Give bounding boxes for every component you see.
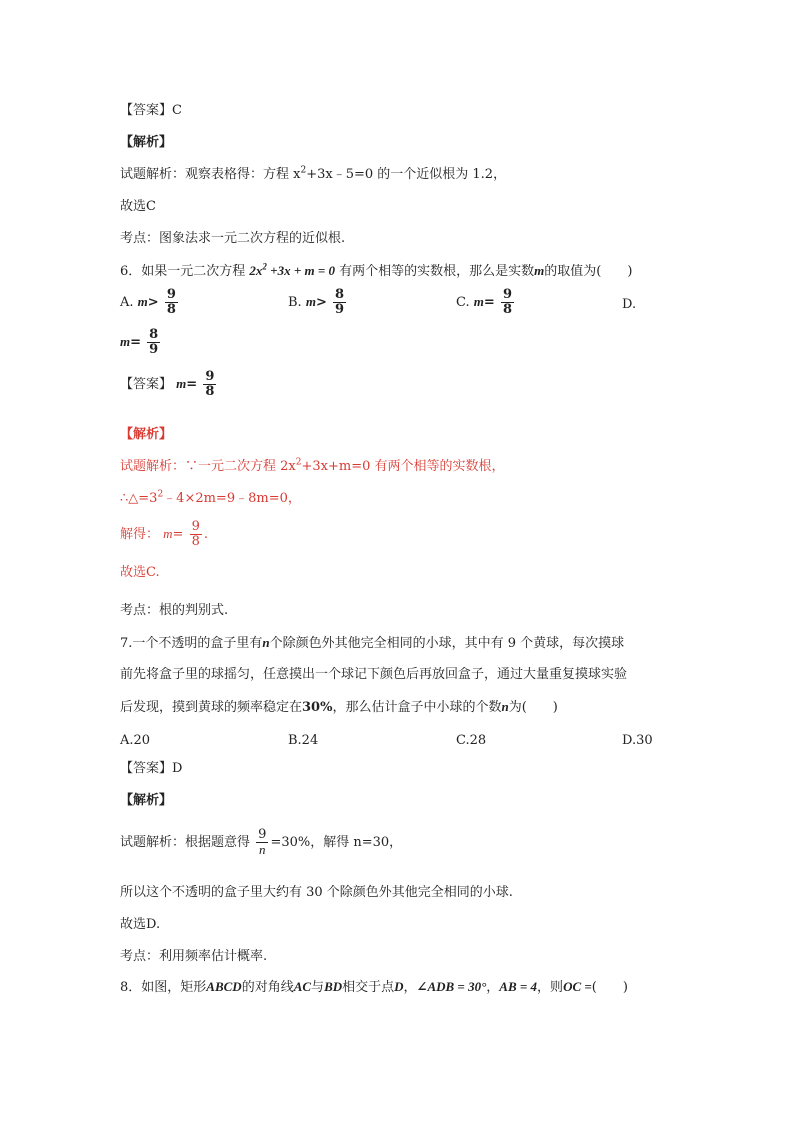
analysis-text: 试题解析：∵一元二次方程 2x (120, 459, 296, 474)
length-ab: AB = 4 (499, 979, 538, 994)
q6-analysis-line1 (120, 458, 505, 476)
q7-line1 (120, 634, 624, 653)
stem-text: 的取值为( ) (544, 264, 633, 279)
analysis-text: 试题解析：根据题意得 (120, 835, 251, 850)
variable: m (137, 294, 148, 309)
stem-text: ，那么估计盒子中小球的个数 (332, 700, 502, 715)
numerator: 8 (149, 327, 159, 342)
stem-text: 7.一个不透明的盒子里有 (120, 636, 263, 651)
q7-option-c: C.28 (456, 733, 487, 748)
equation-part: +3x + m = 0 (266, 263, 336, 278)
q5-analysis-label: 【解析】 (120, 135, 173, 150)
fraction (501, 288, 514, 317)
numerator: 9 (502, 287, 512, 302)
q5-conclusion: 故选C (120, 199, 156, 214)
operator: = (130, 335, 142, 350)
option-letter: A. (120, 295, 134, 310)
q7-answer-line (120, 760, 182, 778)
stem-text: ， (486, 980, 500, 995)
stem-text: ， (403, 980, 417, 995)
variable: n (501, 699, 509, 714)
answer-value: C (172, 103, 182, 118)
analysis-text: ∴△=3 (120, 491, 158, 506)
stem-text: 8．如图，矩形 (120, 980, 207, 995)
variable: m (473, 294, 484, 309)
q6-analysis-label: 【解析】 (120, 427, 173, 442)
operator: = (172, 527, 184, 542)
q6-solve-line (120, 520, 208, 549)
percent: 30% (302, 700, 333, 715)
q8-stem (120, 978, 628, 997)
q7-analysis (120, 828, 402, 857)
q7-option-b: B.24 (288, 733, 319, 748)
analysis-text: 试题解析：观察表格得：方程 x (120, 167, 301, 182)
denominator: 8 (205, 384, 215, 399)
stem-text: 个除颜色外其他完全相同的小球，其中有 9 个黄球，每次摸球 (269, 636, 625, 651)
q6-point: 考点：根的判别式. (120, 603, 229, 618)
stem-text: 与 (311, 980, 325, 995)
q5-analysis (120, 166, 506, 184)
operator: = (186, 377, 198, 392)
denominator: 8 (502, 302, 512, 317)
stem-text: ，则 (537, 980, 564, 995)
exponent: 2 (295, 457, 302, 468)
fraction (333, 288, 346, 317)
q5-answer-line (120, 102, 182, 120)
q6-stem (120, 262, 632, 281)
variable: m (176, 376, 187, 391)
variable: m (534, 263, 545, 278)
operator: = (483, 295, 495, 310)
numerator: 9 (191, 519, 200, 534)
q7-conclusion: 故选D. (120, 917, 161, 932)
q7-line2: 前先将盒子里的球摇匀，任意摸出一个球记下颜色后再放回盒子，通过大量重复摸球实验 (120, 667, 628, 682)
exponent: 2 (300, 165, 307, 176)
numerator: 9 (258, 827, 267, 842)
analysis-text-rest: +3x﹣5=0 的一个近似根为 1.2， (306, 167, 507, 182)
variable: n (262, 635, 270, 650)
solve-label: 解得： (120, 527, 160, 542)
denominator: n (259, 842, 266, 857)
option-letter: C. (456, 295, 470, 310)
q6-conclusion: 故选C. (120, 565, 160, 580)
exponent: 2 (157, 489, 164, 500)
exponent: 2 (262, 261, 267, 272)
q6-option-c (456, 288, 516, 317)
answer-label: 【答案】 (120, 761, 173, 776)
numerator: 8 (335, 287, 345, 302)
q7-analysis-label: 【解析】 (120, 793, 173, 808)
denominator: 8 (191, 534, 200, 549)
answer-label: 【答案】 (120, 103, 173, 118)
q7-option-a: A.20 (120, 733, 151, 748)
stem-text: 6．如果一元二次方程 (120, 264, 246, 279)
variable: m (305, 294, 316, 309)
operator: > (147, 295, 159, 310)
answer-value: D (172, 761, 183, 776)
stem-text: ( ) (591, 980, 628, 995)
denominator: 9 (335, 302, 345, 317)
stem-text: 相交于点 (342, 980, 395, 995)
fraction (203, 370, 216, 399)
fraction (147, 328, 160, 357)
point-d: D (394, 979, 404, 994)
rect-name: ABCD (206, 979, 242, 994)
q7-line3 (120, 698, 558, 717)
fraction (165, 288, 178, 317)
segment-bd: BD (324, 979, 343, 994)
stem-text: 的对角线 (241, 980, 294, 995)
analysis-text-rest: ﹣4×2m=9﹣8m=0， (163, 491, 301, 506)
q6-option-a (120, 288, 180, 317)
denominator: 9 (149, 342, 159, 357)
q6-analysis-line2 (120, 490, 301, 508)
length-oc: OC = (563, 979, 592, 994)
analysis-text-rest: =30%，解得 n=30， (270, 835, 403, 850)
period: . (203, 527, 209, 542)
stem-text: 为( ) (508, 700, 558, 715)
fraction (256, 828, 268, 857)
q6-option-b (288, 288, 348, 317)
q7-so-line: 所以这个不透明的盒子里大约有 30 个除颜色外其他完全相同的小球. (120, 885, 513, 900)
stem-text: 有两个相等的实数根，那么是实数 (339, 264, 535, 279)
fraction (190, 520, 202, 549)
numerator: 9 (166, 287, 176, 302)
equation-part: 2x (249, 263, 263, 278)
q6-option-d-letter: D. (622, 297, 637, 312)
q7-option-d: D.30 (622, 733, 653, 748)
option-letter: B. (288, 295, 302, 310)
q6-answer-line (120, 370, 218, 399)
q7-point: 考点：利用频率估计概率. (120, 949, 268, 964)
segment-ac: AC (293, 979, 312, 994)
stem-text: 后发现，摸到黄球的频率稳定在 (120, 700, 303, 715)
angle-adb: ∠ADB = 30° (416, 979, 487, 994)
variable: m (120, 334, 131, 349)
denominator: 8 (166, 302, 176, 317)
q6-option-d (120, 328, 162, 357)
numerator: 9 (205, 369, 215, 384)
q5-point: 考点：图象法求一元二次方程的近似根. (120, 231, 346, 246)
analysis-text-rest: +3x+m=0 有两个相等的实数根， (301, 459, 505, 474)
operator: > (315, 295, 327, 310)
answer-label: 【答案】 (120, 377, 173, 392)
variable: m (163, 526, 173, 541)
